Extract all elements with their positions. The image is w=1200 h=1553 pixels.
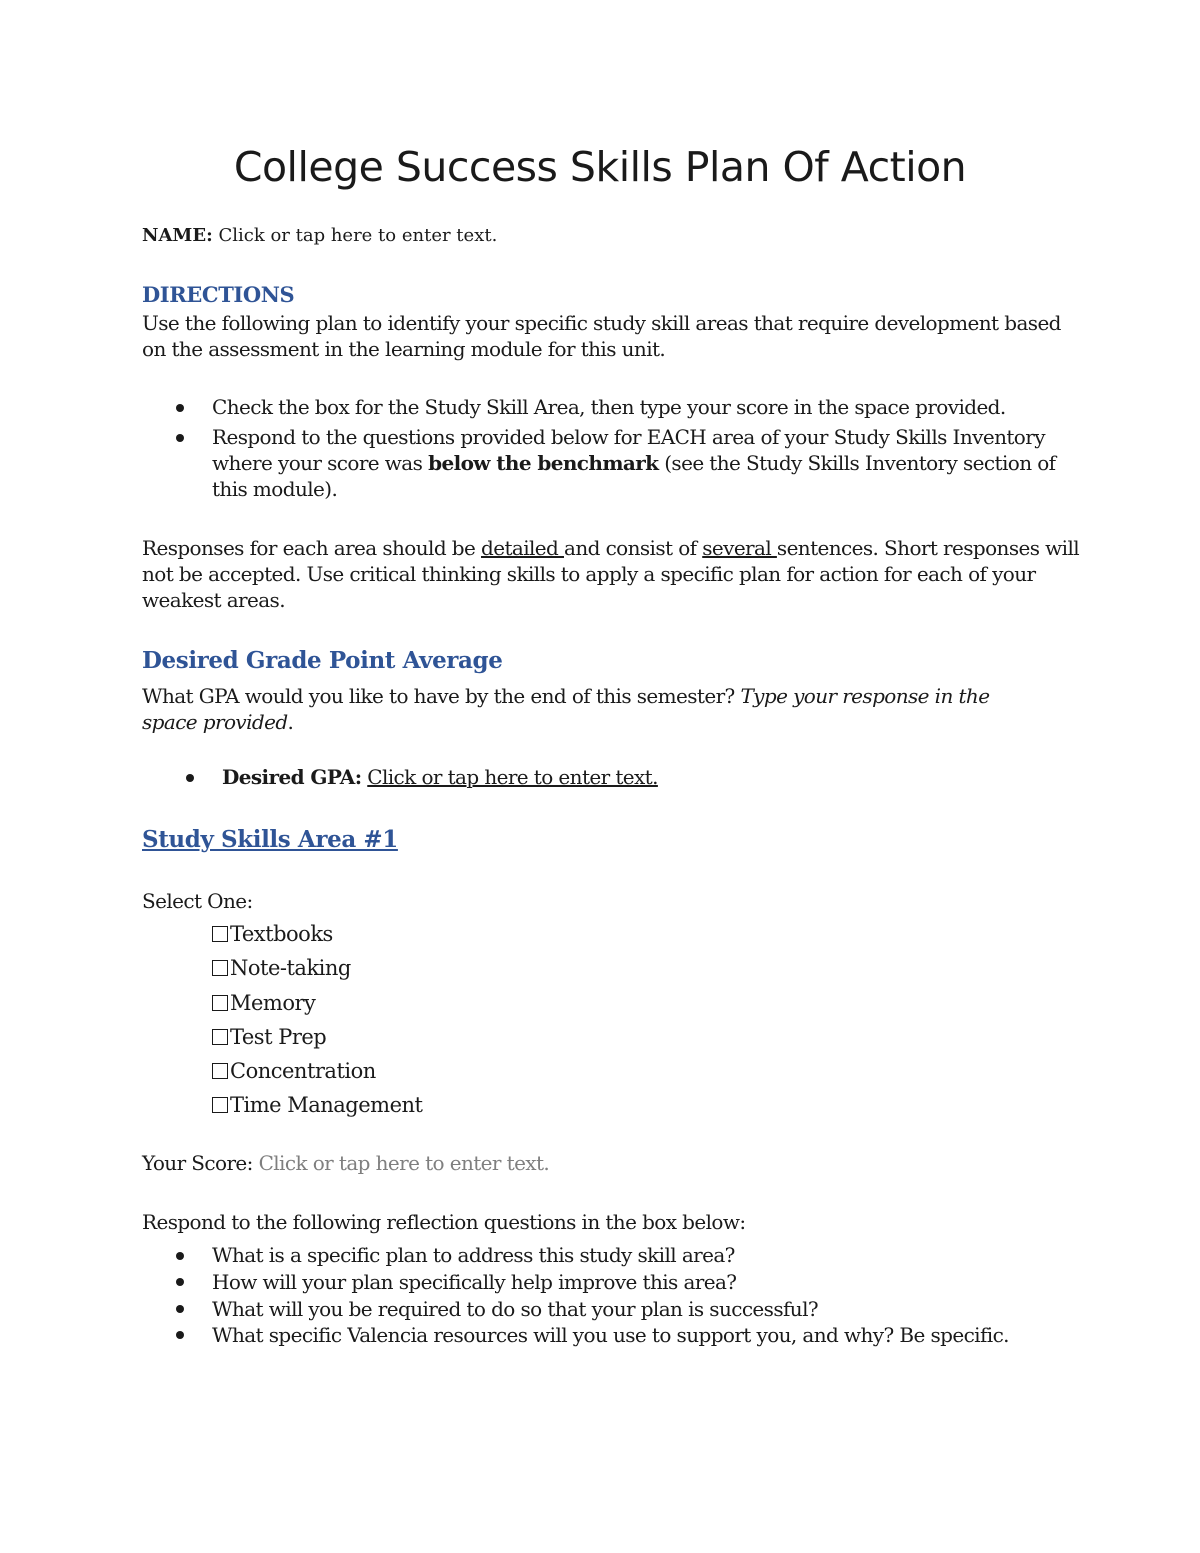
option-concentration[interactable] — [212, 1059, 376, 1083]
bullet-2-pre: where your score was — [212, 451, 429, 475]
responses-several: several — [702, 536, 777, 560]
checkbox-icon[interactable] — [212, 1097, 228, 1113]
reflection-question-2: How will your plan specifically help improve this area? — [212, 1270, 737, 1294]
gpa-heading: Desired Grade Point Average — [142, 647, 503, 674]
bullet-icon — [176, 1278, 184, 1286]
select-one-label: Select One: — [142, 889, 253, 913]
bullet-icon — [176, 1305, 184, 1313]
option-time-management[interactable] — [212, 1093, 422, 1117]
area-1-heading: Study Skills Area #1 — [142, 826, 398, 853]
bullet-icon — [176, 404, 184, 412]
responses-line-3: weakest areas. — [142, 588, 285, 612]
option-label: Textbooks — [230, 922, 333, 946]
score-input[interactable]: Click or tap here to enter text. — [258, 1151, 550, 1175]
checkbox-icon[interactable] — [212, 960, 228, 976]
directions-line-2: on the assessment in the learning module for this unit. — [142, 337, 666, 361]
gpa-question-line-1 — [142, 683, 989, 709]
responses-text-b: and consist of — [564, 536, 703, 560]
bullet-2-bold: below the benchmark — [428, 451, 659, 475]
directions-heading: DIRECTIONS — [142, 282, 295, 307]
directions-bullet-2-line-3: this module). — [212, 477, 338, 501]
checkbox-icon[interactable] — [212, 1029, 228, 1045]
directions-bullet-2: Respond to the questions provided below for EACH area of your Study Skills Inventory — [212, 425, 1045, 449]
reflection-question-3: What will you be required to do so that your plan is successful? — [212, 1297, 818, 1321]
option-label: Note-taking — [230, 956, 351, 980]
reflection-intro: Respond to the following reflection questions in the box below: — [142, 1210, 746, 1234]
responses-text-a: Responses for each area should be — [142, 536, 481, 560]
gpa-question-end: . — [287, 710, 294, 734]
gpa-question-line-2 — [142, 709, 293, 735]
bullet-2-post: (see the Study Skills Inventory section of — [658, 451, 1056, 475]
name-line — [142, 225, 497, 246]
responses-text-c: sentences. Short responses will — [776, 536, 1080, 560]
option-memory[interactable] — [212, 991, 315, 1015]
responses-line-1 — [142, 535, 1079, 561]
gpa-input[interactable]: Click or tap here to enter text. — [367, 765, 658, 789]
checkbox-icon[interactable] — [212, 926, 228, 942]
responses-line-2: not be accepted. Use critical thinking skills to apply a specific plan for action for each of your — [142, 562, 1036, 586]
option-label: Concentration — [230, 1059, 376, 1083]
checkbox-icon[interactable] — [212, 995, 228, 1011]
option-label: Memory — [230, 991, 316, 1015]
gpa-label: Desired GPA: — [222, 765, 362, 789]
score-label: Your Score: — [142, 1151, 253, 1175]
reflection-question-4: What specific Valencia resources will you use to support you, and why? Be specific. — [212, 1323, 1009, 1347]
gpa-question-italic-2: space provided — [142, 710, 288, 734]
bullet-icon — [176, 434, 184, 442]
option-test-prep[interactable] — [212, 1025, 326, 1049]
option-textbooks[interactable] — [212, 922, 333, 946]
option-note-taking[interactable] — [212, 956, 351, 980]
page-title: College Success Skills Plan Of Action — [233, 143, 967, 191]
bullet-icon — [186, 774, 194, 782]
responses-detailed: detailed — [481, 536, 564, 560]
gpa-question-plain: What GPA would you like to have by the end of this semester? — [142, 684, 741, 708]
directions-line-1: Use the following plan to identify your specific study skill areas that require development based — [142, 311, 1061, 335]
option-label: Time Management — [230, 1093, 423, 1117]
bullet-icon — [176, 1252, 184, 1260]
score-row — [142, 1150, 549, 1176]
name-label: NAME: — [142, 225, 213, 246]
directions-bullet-1: Check the box for the Study Skill Area, then type your score in the space provided. — [212, 395, 1006, 419]
gpa-field-row — [222, 764, 658, 790]
reflection-question-1: What is a specific plan to address this study skill area? — [212, 1243, 735, 1267]
option-label: Test Prep — [230, 1025, 327, 1049]
checkbox-icon[interactable] — [212, 1063, 228, 1079]
gpa-question-italic: Type your response in the — [740, 684, 990, 708]
directions-bullet-2-line-2 — [212, 450, 1055, 476]
bullet-icon — [176, 1331, 184, 1339]
name-input[interactable]: Click or tap here to enter text. — [218, 225, 498, 246]
